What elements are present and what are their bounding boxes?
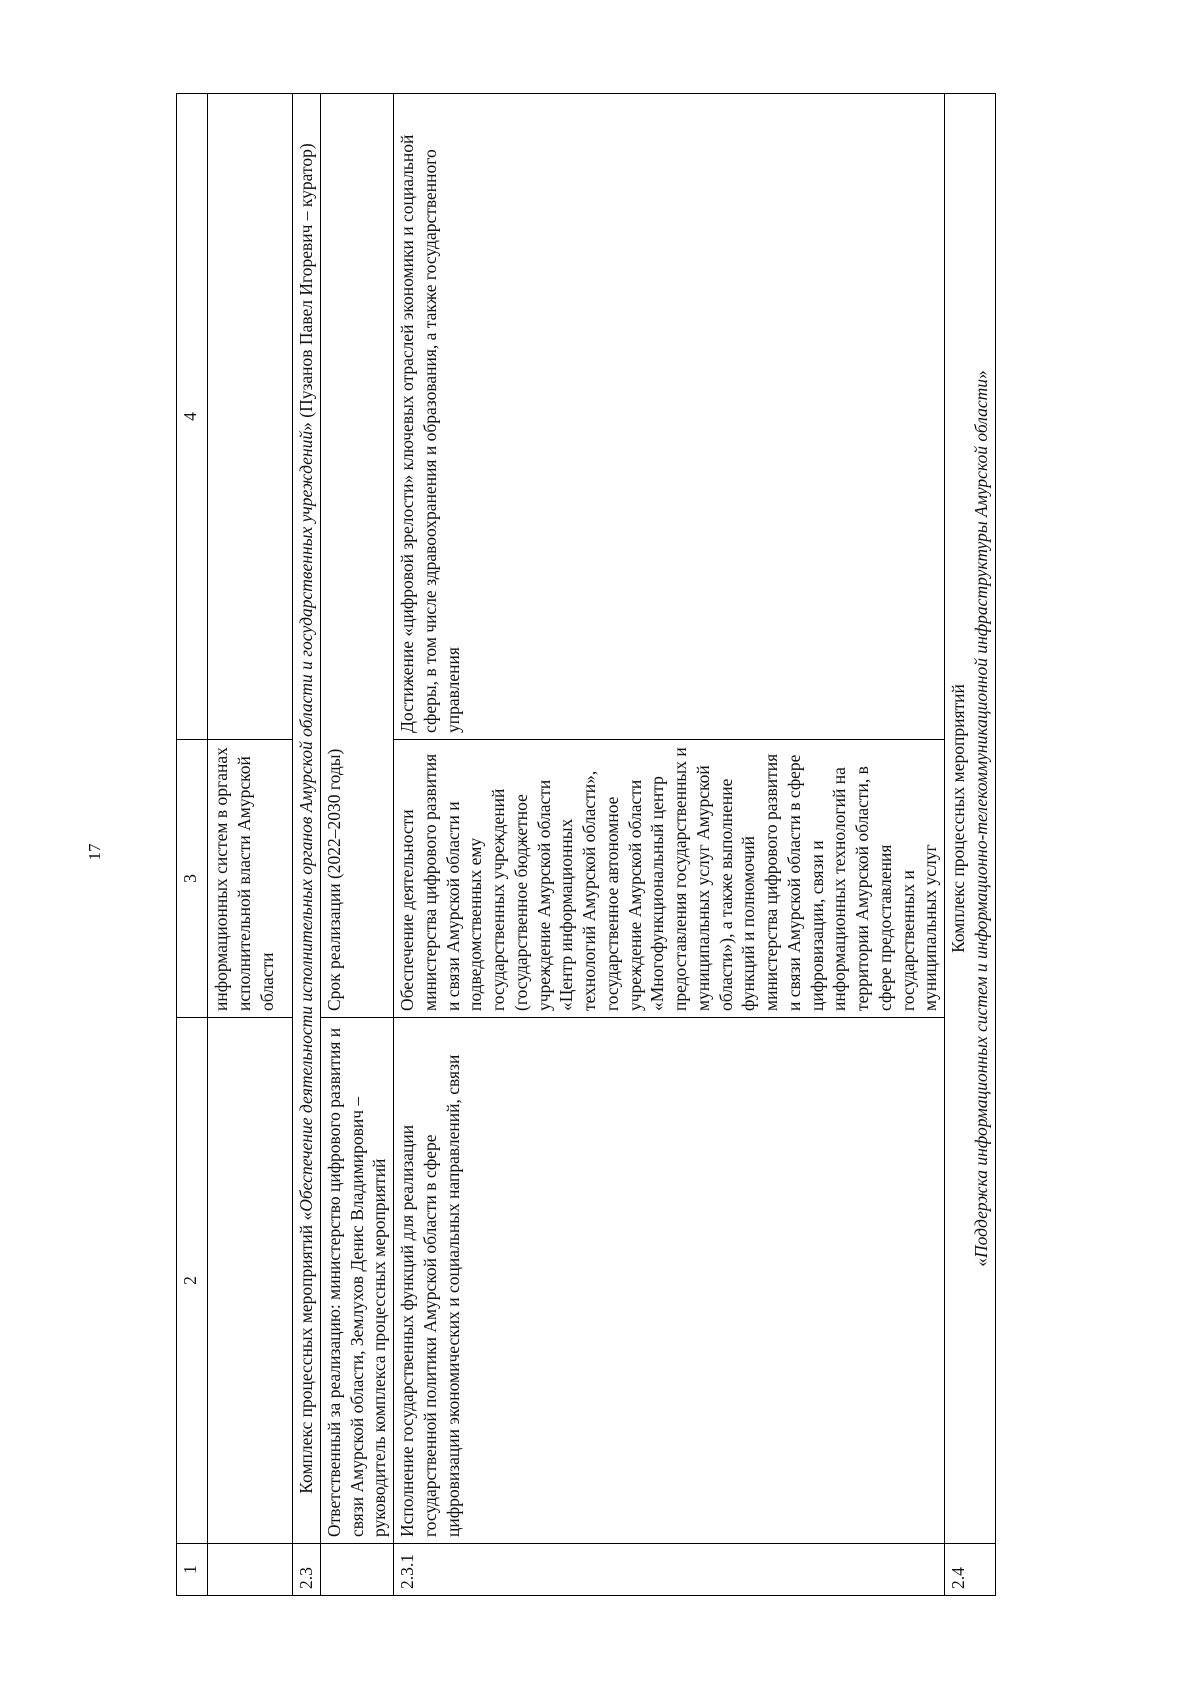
landscape-table-container bbox=[176, 94, 1076, 1596]
section-2-4-line2 bbox=[970, 100, 993, 1537]
cell-empty bbox=[208, 94, 293, 740]
table-row-continued bbox=[208, 94, 293, 1596]
section-title-italic: Обеспечение деятельности исполнительных органов Амурской области и государственных учреждений bbox=[296, 430, 316, 1212]
section-title-prefix: Комплекс процессных мероприятий « bbox=[296, 1211, 316, 1494]
section-title-italic: Поддержка информационных систем и информационно-телекоммуникационной инфраструктуры Амурской области bbox=[970, 379, 991, 1258]
cell-empty bbox=[208, 1544, 293, 1596]
section-title-suffix: » (Пузанов Павел Игоревич – куратор) bbox=[296, 143, 316, 431]
section-title-prefix: « bbox=[970, 1257, 991, 1267]
section-2-4-number: 2.4 bbox=[945, 1544, 996, 1596]
page-number: 17 bbox=[85, 843, 104, 861]
header-col-3: 3 bbox=[177, 740, 208, 1018]
section-2-3-number: 2.3 bbox=[293, 1544, 321, 1596]
table-header-row bbox=[177, 94, 208, 1596]
responsible-row bbox=[320, 94, 393, 1596]
header-col-2: 2 bbox=[177, 1018, 208, 1544]
task-2-3-1-description: Исполнение государственных функций для реализации государственной политики Амурской области в сфере цифровизации экономических и социальных направлений, связи bbox=[394, 1018, 945, 1544]
cell-continued-text: информационных систем в органах исполнительной власти Амурской области bbox=[208, 740, 293, 1018]
section-2-3-title bbox=[293, 94, 321, 1544]
section-2-4-title bbox=[945, 94, 996, 1544]
section-2-4-line1: Комплекс процессных мероприятий bbox=[948, 684, 968, 953]
section-2-3-row bbox=[293, 94, 321, 1596]
header-col-4: 4 bbox=[177, 94, 208, 740]
task-2-3-1-row bbox=[394, 94, 945, 1596]
responsible-text: Ответственный за реализацию: министерство цифрового развития и связи Амурской области, Землухов Денис Владимирович – руководитель комплекса процессных мероприятий bbox=[320, 1018, 393, 1544]
implementation-period: Срок реализации (2022–2030 годы) bbox=[320, 94, 393, 1018]
task-2-3-1-result: Достижение «цифровой зрелости» ключевых отраслей экономики и социальной сферы, в том числе здравоохранения и образования, а также государственного управления bbox=[394, 94, 945, 740]
section-2-4-row bbox=[945, 94, 996, 1596]
task-2-3-1-activities: Обеспечение деятельности министерства цифрового развития и связи Амурской области и подведомственных ему государственных учреждений (государственное бюджетное учреждение Амурской области «Центр информационных технологий Амурской области», государственное автономное учреждение Амурской области «Многофункциональный центр предоставления государственных и муниципальных услуг Амурской области»), а также выполнение функций и полномочий министерства цифрового развития и связи Амурской области в сфере цифровизации, связи и информационных технологий на территории Амурской области, в сфере предоставления государственных и муниципальных услуг bbox=[394, 740, 945, 1018]
header-col-1: 1 bbox=[177, 1544, 208, 1596]
section-title-suffix: » bbox=[970, 370, 991, 380]
task-2-3-1-number: 2.3.1 bbox=[394, 1544, 945, 1596]
cell-empty bbox=[320, 1544, 393, 1596]
cell-empty bbox=[208, 1018, 293, 1544]
measures-table bbox=[176, 93, 996, 1596]
